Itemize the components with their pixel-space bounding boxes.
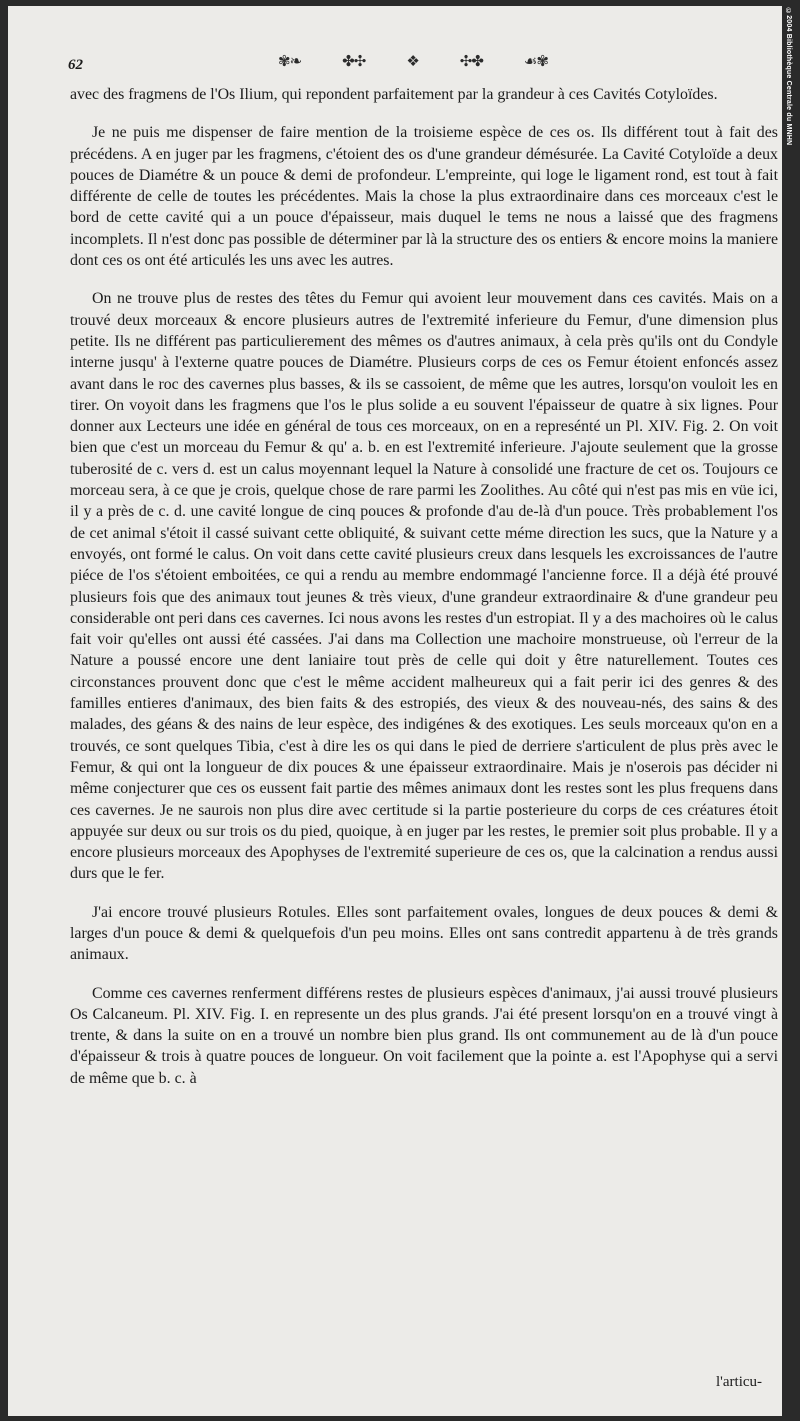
- fleuron-icon: ✤✣: [342, 52, 366, 70]
- paragraph-continuation: avec des fragmens de l'Os Ilium, qui repondent parfaitement par la grandeur à ces Cavités Cotyloïdes.: [70, 86, 718, 103]
- page-number: 62: [68, 57, 83, 73]
- catchword: l'articu-: [716, 1374, 763, 1390]
- fleuron-icon: ☙✾: [523, 52, 548, 70]
- paragraph-rotules: J'ai encore trouvé plusieurs Rotules. Elles sont parfaitement ovales, longues de deux pouces & demi & larges d'un pouce & demi & quelquefois d'un peu moins. Elles ont sans contredit appartenu à de très grands animaux.: [70, 903, 778, 964]
- fleuron-icon: ✣✤: [459, 52, 483, 70]
- paragraph-femur: On ne trouve plus de restes des têtes du Femur qui avoient leur mouvement dans ces cavités. Mais on a trouvé deux morceaux & encore plusieurs autres de l'extremité inferieure du Femur, d'une dimension plus petite. Ils ne différent pas particulierement des mêmes os d'autres animaux, à cela près qu'ils ont du Condyle interne jusqu' à l'externe quatre pouces de Diamétre. Plusieurs corps de ces os Femur étoient enfoncés assez avant dans le roc des cavernes plus basses, & ils se cassoient, de même que les autres, lorsqu'on vouloit les en tirer. On voyoit dans les fragmens que l'os le plus solide a eu souvent l'épaisseur de quatre à six lignes. Pour donner aux Lecteurs une idée en général de tous ces morceaux, on en a represénté un Pl. XIV. Fig. 2. On voit bien que c'est un morceau du Femur & qu' a. b. en est l'extremité inferieure. J'ajoute seulement que la grosse tuberosité de c. vers d. est un calus moyennant lequel la Nature à consolidé une fracture de cet os. Toujours ce morceau sera, à ce que je crois, quelque chose de rare parmi les Zoolithes. Au côté qui n'est pas mis en vüe ici, il y a près de c. d. une cavité longue de cinq pouces & profonde d'au de-là d'un pouce. Très probablement l'os de cet animal s'étoit il cassé suivant cette obliquité, & suivant cette méme direction les sucs, que la Nature y a envoyés, ont formé le calus. On voit dans cette cavité plusieurs creux dans lesquels les excroissances de l'autre piéce de l'os s'étoient emboitées, ce qui a rendu au membre endommagé l'ancienne force. Il a déjà été prouvé plusieurs fois que des animaux tout jeunes & très vieux, d'une grandeur extraordinaire & d'une grandeur peu considerable ont peri dans ces cavernes. Ici nous avons les restes d'un estropiat. Il y a des machoires où le calus fait voir qu'elles ont aussi été cassées. J'ai dans ma Collection une machoire monstrueuse, où l'erreur de la Nature a poussé encore une dent laniaire tout près de celle qui doit y être naturellement. Toutes ces circonstances prouvent donc que c'est le même accident malheureux qui a fait perir ici des genres & des familles entieres d'animaux, des bien faits & des estropiés, des vieux & des nouveau-nés, des sains & des malades, des géans & des nains de leur espèce, des indigénes & des exotiques. Les seuls morceaux qu'on en a trouvés, ce sont quelques Tibia, c'est à dire les os qui dans le pied de derriere s'articulent de plus près avec le Femur, & qui ont la longueur de dix pouces & une épaisseur extraordinaire. Mais je n'oserois pas décider ni même conjecturer que ces os eussent fait partie des mêmes animaux dont les restes sont les plus frequens dans ces cavernes. Je ne saurois non plus dire avec certitude si la partie posterieure du corps de ces créatures étoit appuyée sur deux ou sur trois os du pied, quoique, à en juger par les restes, le premier soit plus probable. Il y a encore plusieurs morceaux des Apophyses de l'extremité superieure de ces os, que la calcination a rendus aussi durs que le fer.: [70, 290, 779, 883]
- header-ornament: [278, 50, 548, 72]
- library-credit: ©2004 Bibliothèque Centrale du MNHN: [785, 8, 792, 146]
- paragraph-calcaneum: Comme ces cavernes renferment différens restes de plusieurs espèces d'animaux, j'ai aussi trouvé plusieurs Os Calcaneum. Pl. XIV. Fig. I. en represente un des plus grands. J'ai été present lorsqu'on en a trouvé vingt à trente, & dans la suite on en a trouvé un nombre bien plus grand. Ils ont communement au de là d'un pouce d'épaisseur & trois à quatre pouces de longueur. On voit facilement que la pointe a. est l'Apophyse qui a servi de même que b. c. à: [70, 984, 778, 1087]
- book-page: [8, 6, 782, 1416]
- fleuron-icon: ❖: [406, 52, 419, 70]
- paragraph-third-species: Je ne puis me dispenser de faire mention de la troisieme espèce de ces os. Ils différent tout à fait des précédens. A en juger par les fragmens, c'étoient des os d'une grandeur démésurée. La Cavité Cotyloïde a deux pouces de Diamétre & un pouce & demi de profondeur. L'empreinte, qui loge le ligament rond, est tout à fait différente de celle de toutes les précédentes. Mais la chose la plus extraordinaire dans ces morceaux c'est le bord de cette cavité qui a un pouce d'épaisseur, mais duquel le tems ne nous a laissé que des fragmens incomplets. Il n'est donc pas possible de déterminer par là la structure des os entiers & encore moins la maniere dont ces os ont été articulés les uns avec les autres.: [70, 124, 779, 270]
- body-text: [70, 84, 778, 1106]
- fleuron-icon: ✾❧: [278, 52, 302, 70]
